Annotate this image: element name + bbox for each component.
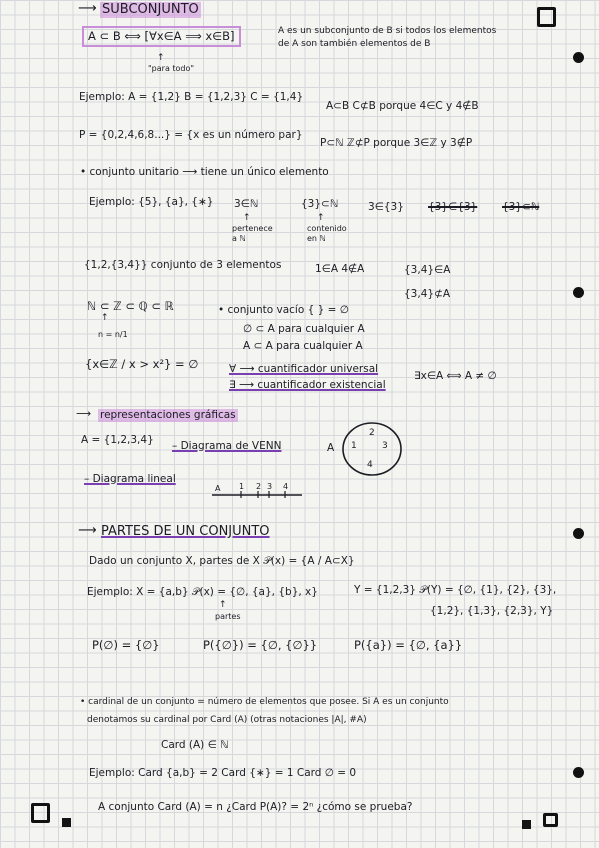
linear-diagram-label: – Diagrama lineal xyxy=(84,473,176,485)
arrow-up-icon: ↑ xyxy=(243,213,251,223)
arrow-up-icon: ↑ xyxy=(101,313,109,323)
empty-set-definition: • conjunto vacío { } = ∅ xyxy=(218,304,349,316)
venn-element-3: 3 xyxy=(382,441,388,451)
arrow-icon: ⟶ xyxy=(76,408,92,420)
unit-set-examples: Ejemplo: {5}, {a}, {∗} xyxy=(89,196,214,208)
parts-note: partes xyxy=(215,612,241,621)
linear-element-4: 4 xyxy=(283,482,289,491)
linear-diagram xyxy=(212,491,304,499)
corner-mark-icon xyxy=(31,803,50,823)
cardinal-in-n: Card (A) ∈ ℕ xyxy=(161,739,229,751)
venn-element-2: 2 xyxy=(369,428,375,438)
example-3-in-set3: 3∈{3} xyxy=(368,201,404,213)
cardinal-definition-line-1: • cardinal de un conjunto = número de elementos que posee. Si A es un conjunto xyxy=(80,697,449,707)
example-sets-abc-conclusion: A⊂B C⊄B porque 4∈C y 4∉B xyxy=(326,100,479,112)
corner-mark-icon xyxy=(537,7,556,27)
contained-label-1: contenido xyxy=(307,224,347,233)
set34-not-subset-a: {3,4}⊄A xyxy=(404,288,451,300)
power-set-of-set-empty: P({∅}) = {∅, {∅}} xyxy=(203,638,318,652)
even-numbers-set: P = {0,2,4,6,8...} = {x es un número par} xyxy=(79,129,303,141)
section-title-parts-of-a-set: PARTES DE UN CONJUNTO xyxy=(101,524,270,539)
corner-square-icon xyxy=(522,820,531,829)
for-all-note: "para todo" xyxy=(148,64,195,73)
number-sets-chain: ℕ ⊂ ℤ ⊂ ℚ ⊂ ℝ xyxy=(87,299,174,313)
linear-element-3: 3 xyxy=(267,482,273,491)
corner-mark-icon xyxy=(543,813,558,827)
arrow-up-icon: ↑ xyxy=(219,600,227,610)
example-3-in-n: 3∈ℕ xyxy=(234,198,259,210)
cardinal-definition-line-2: denotamos su cardinal por Card (A) (otras notaciones |A|, #A) xyxy=(87,715,367,725)
arrow-icon: ⟶ xyxy=(78,523,97,538)
empty-set-subset-any: ∅ ⊂ A para cualquier A xyxy=(243,323,365,335)
three-element-set: {1,2,{3,4}} conjunto de 3 elementos xyxy=(84,259,282,271)
cardinal-power-set-question: A conjunto Card (A) = n ¿Card P(A)? = 2ⁿ ¿cómo se prueba? xyxy=(98,801,413,813)
n-as-fraction: n = n/1 xyxy=(98,330,128,339)
power-set-of-empty: P(∅) = {∅} xyxy=(92,638,160,652)
set34-in-a: {3,4}∈A xyxy=(404,264,451,276)
arrow-icon: ⟶ xyxy=(78,1,97,16)
venn-example-set: A = {1,2,3,4} xyxy=(81,434,154,446)
set-subset-itself: A ⊂ A para cualquier A xyxy=(243,340,363,352)
binder-hole-icon xyxy=(573,287,584,298)
power-set-example-y-line-2: {1,2}, {1,3}, {2,3}, Y} xyxy=(430,605,554,617)
binder-hole-icon xyxy=(573,52,584,63)
integer-empty-set-example: {x∈ℤ / x > x²} = ∅ xyxy=(85,357,199,371)
cardinal-examples: Ejemplo: Card {a,b} = 2 Card {∗} = 1 Card ∅ = 0 xyxy=(89,767,357,779)
power-set-definition: Dado un conjunto X, partes de X 𝒫(x) = {A / A⊂X} xyxy=(89,555,355,567)
power-set-example-x: Ejemplo: X = {a,b} 𝒫(x) = {∅, {a}, {b}, x} xyxy=(87,586,318,598)
power-set-example-y-line-1: Y = {1,2,3} 𝒫(Y) = {∅, {1}, {2}, {3}, xyxy=(354,584,557,596)
contained-label-2: en ℕ xyxy=(307,234,326,243)
section-title-subconjunto: SUBCONJUNTO xyxy=(102,2,199,17)
crossed-example-2: {3}⊂ℕ xyxy=(502,201,540,213)
universal-quantifier: ∀ ⟶ cuantificador universal xyxy=(229,363,379,375)
arrow-up-icon: ↑ xyxy=(157,53,165,63)
subset-definition-line-1: A es un subconjunto de B si todos los elementos xyxy=(278,26,497,36)
even-numbers-conclusion: P⊂ℕ ℤ⊄P porque 3∈ℤ y 3∉P xyxy=(320,137,473,149)
linear-set-name: A xyxy=(215,484,221,493)
existential-nonempty: ∃x∈A ⟺ A ≠ ∅ xyxy=(414,370,497,382)
venn-diagram-label: – Diagrama de VENN xyxy=(172,440,282,452)
unit-set-definition: • conjunto unitario ⟶ tiene un único elemento xyxy=(80,166,329,178)
subset-definition-formula: A ⊂ B ⟺ [∀x∈A ⟹ x∈B] xyxy=(82,26,241,47)
crossed-example-1: {3}∈{3} xyxy=(428,201,478,213)
corner-square-icon xyxy=(62,818,71,827)
section-title-graphic-representations: representaciones gráficas xyxy=(100,409,236,421)
example-set3-subset-n: {3}⊂ℕ xyxy=(301,198,339,210)
linear-element-1: 1 xyxy=(239,482,245,491)
venn-element-4: 4 xyxy=(367,460,373,470)
venn-set-name: A xyxy=(327,442,335,454)
power-set-of-set-a: P({a}) = {∅, {a}} xyxy=(354,638,463,652)
binder-hole-icon xyxy=(573,528,584,539)
existential-quantifier: ∃ ⟶ cuantificador existencial xyxy=(229,379,386,391)
binder-hole-icon xyxy=(573,767,584,778)
linear-element-2: 2 xyxy=(256,482,262,491)
arrow-up-icon: ↑ xyxy=(317,213,325,223)
belongs-label-1: pertenece xyxy=(232,224,273,233)
subset-definition-line-2: de A son también elementos de B xyxy=(278,39,431,49)
three-element-membership: 1∈A 4∉A xyxy=(315,263,365,275)
venn-element-1: 1 xyxy=(351,441,357,451)
belongs-label-2: a ℕ xyxy=(232,234,246,243)
example-sets-abc: Ejemplo: A = {1,2} B = {1,2,3} C = {1,4} xyxy=(79,91,304,103)
